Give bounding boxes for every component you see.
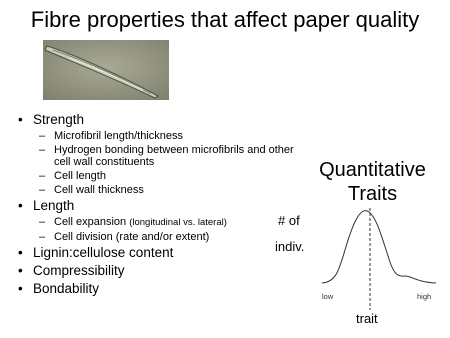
bullet-lignin: • Lignin:cellulose content — [18, 245, 174, 260]
bullet-text: Compressibility — [33, 263, 125, 278]
sub-text: Cell expansion — [54, 216, 127, 228]
bullet-text: Length — [33, 198, 75, 213]
sub-item: – Cell length — [39, 170, 106, 182]
sub-item: – Cell wall thickness — [39, 184, 144, 196]
sub-item: – Hydrogen bonding between microfibrils and other cell wall constituents — [39, 144, 294, 168]
axis-high-label: high — [417, 292, 432, 301]
sub-text: Hydrogen bonding between microfibrils and other cell wall constituents — [54, 144, 294, 168]
sub-item: – Cell division (rate and/or extent) — [39, 231, 210, 243]
sub-note: (longitudinal vs. lateral) — [129, 217, 227, 228]
y-label-individuals: indiv. — [275, 239, 305, 254]
bullet-length: • Length — [18, 198, 75, 213]
sub-item: – Microfibril length/thickness — [39, 130, 183, 142]
bullet-text: Lignin:cellulose content — [33, 245, 174, 260]
sub-text: Microfibril length/thickness — [54, 130, 183, 142]
axis-low-label: low — [322, 292, 334, 301]
sub-text: Cell division (rate and/or extent) — [54, 231, 210, 243]
sub-text: Cell wall thickness — [54, 184, 144, 196]
y-label-count: # of — [278, 213, 300, 228]
distribution-curve — [322, 211, 436, 283]
slide-title: Fibre properties that affect paper quality — [30, 7, 420, 32]
bullet-bondability: • Bondability — [18, 281, 100, 296]
bullet-text: Strength — [33, 112, 85, 127]
sub-text: Cell length — [54, 170, 106, 182]
x-label-trait: trait — [356, 311, 378, 326]
bullet-strength: • Strength — [18, 112, 85, 127]
bullet-text: Bondability — [33, 281, 100, 296]
bullet-compressibility: • Compressibility — [18, 263, 125, 278]
quantitative-traits-heading: Quantitative Traits — [319, 159, 426, 205]
sub-item: – Cell expansion (longitudinal vs. lateral) — [39, 216, 227, 228]
